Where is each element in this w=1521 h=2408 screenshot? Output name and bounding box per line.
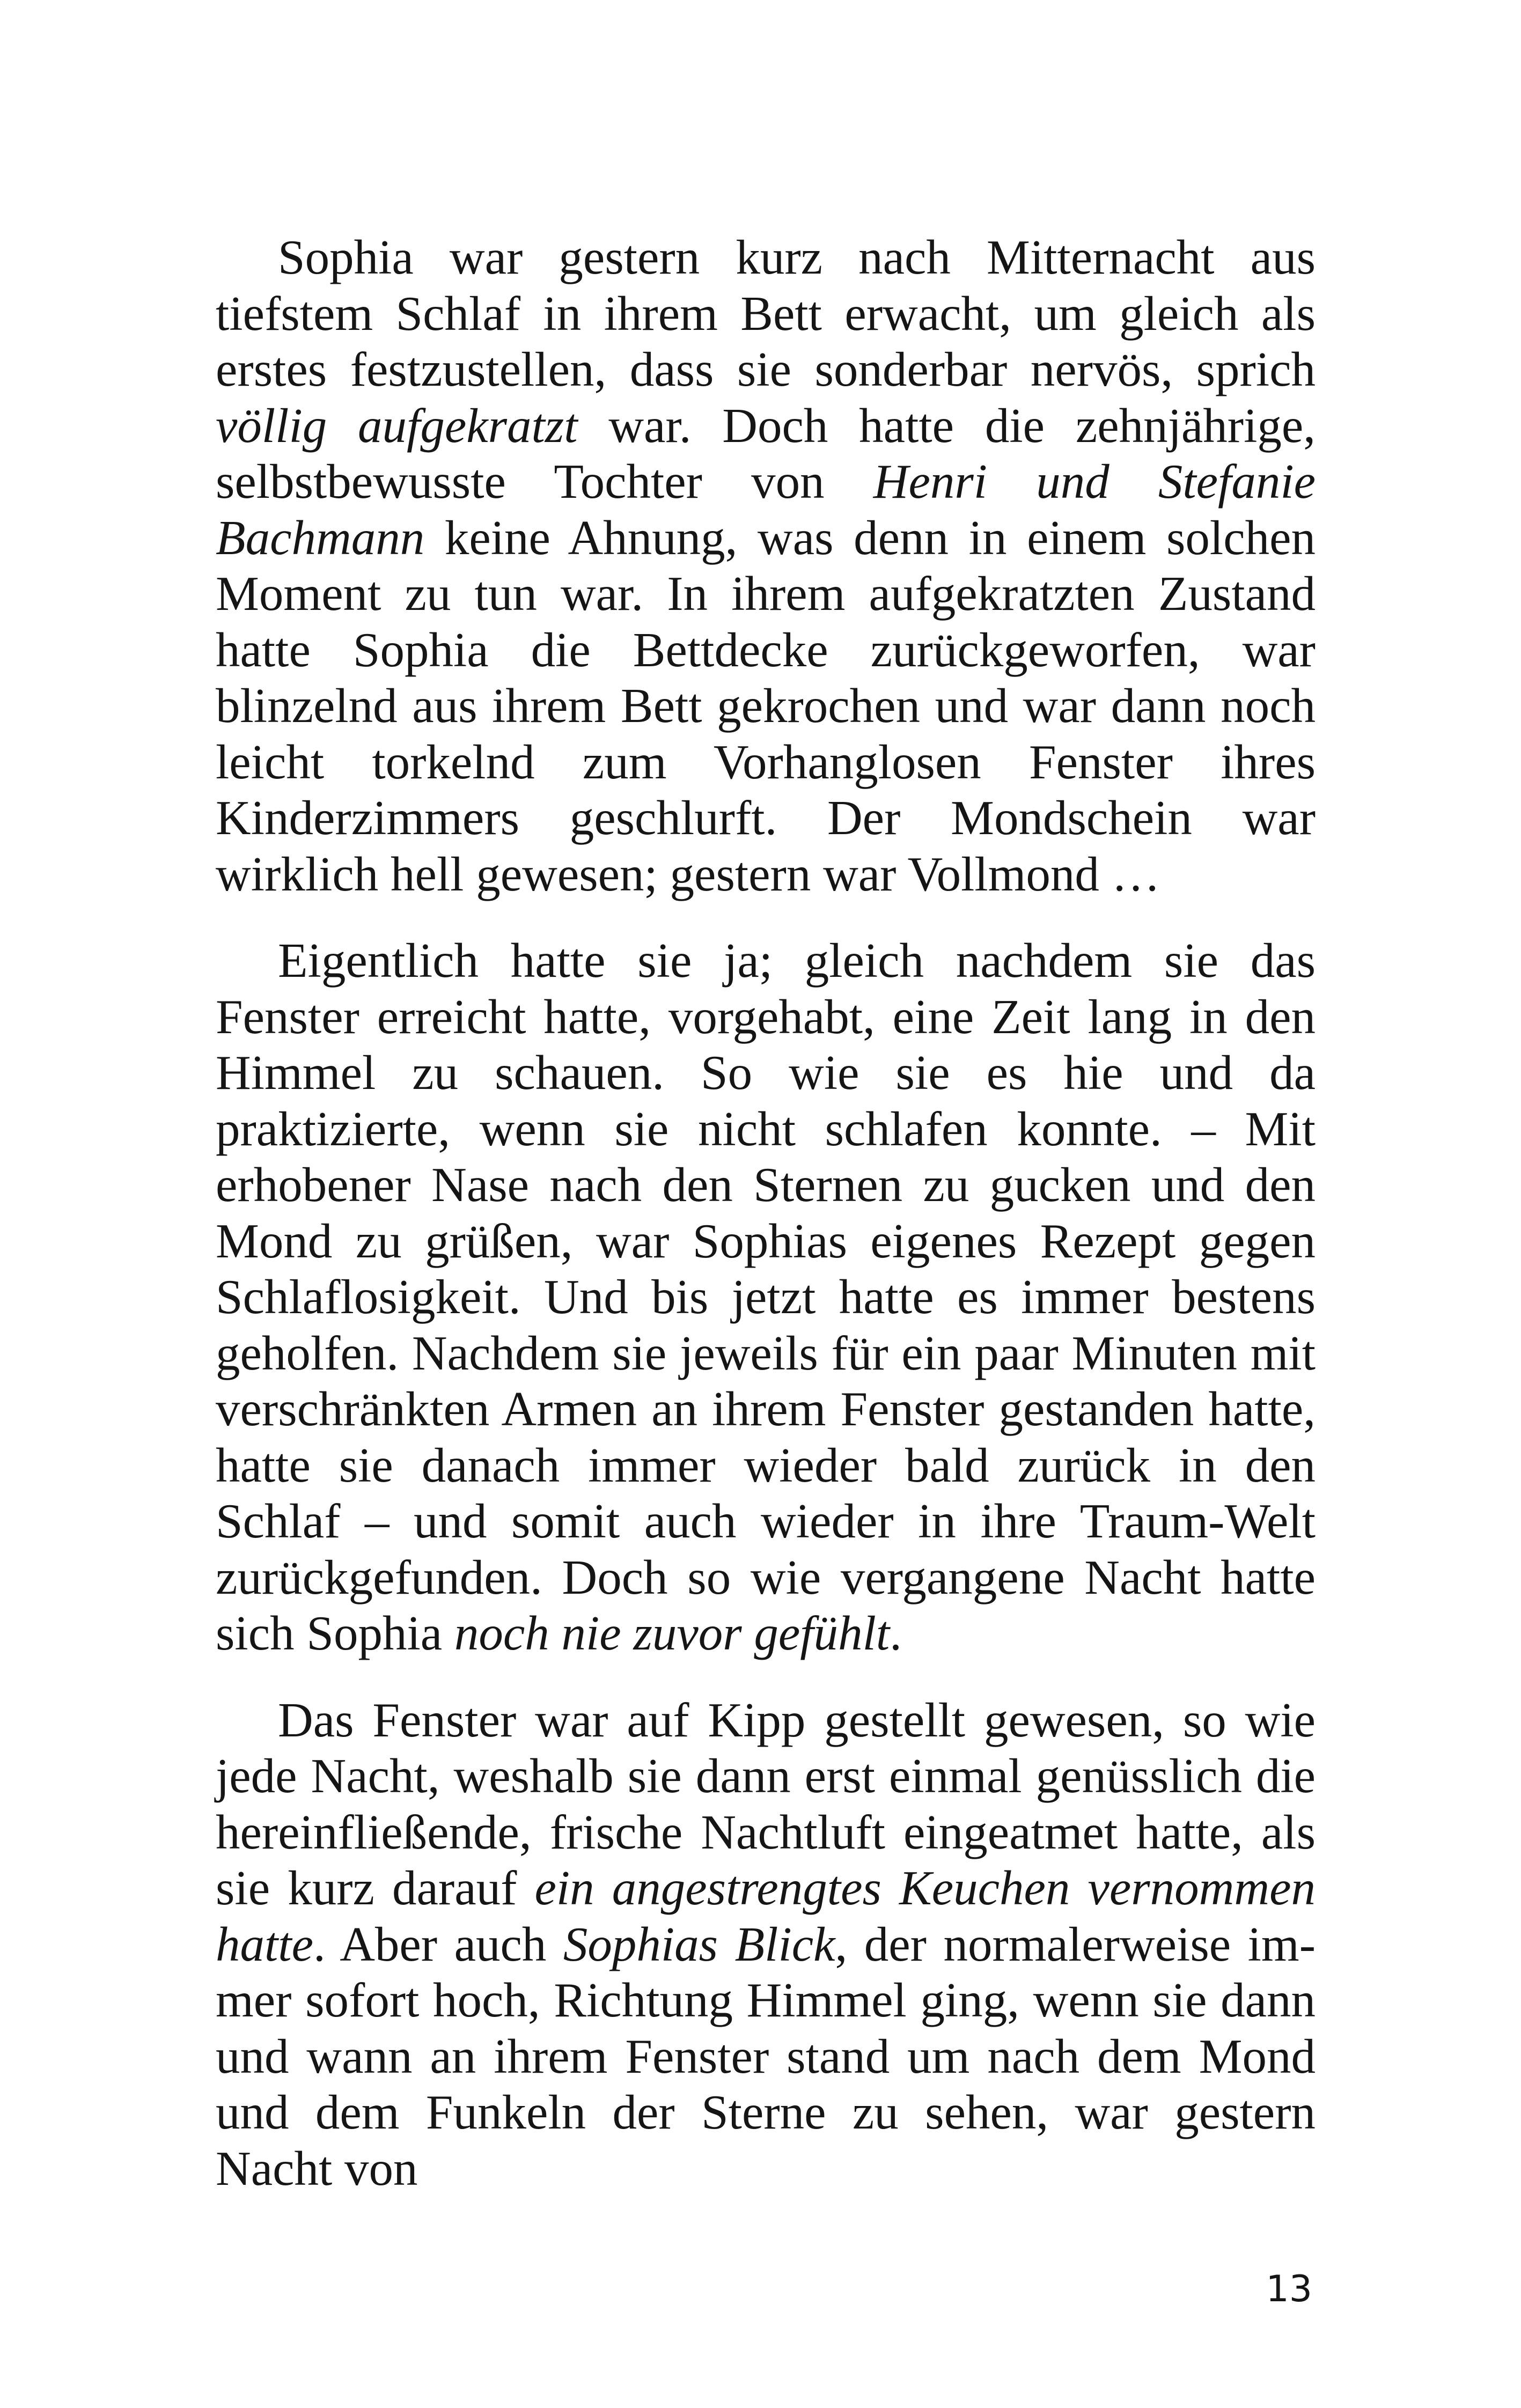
text-run: keine Ahnung, was denn in einem solchen Moment zu tun war. In ihrem aufgekratzten Zustand hatte Sophia die Bettdecke zurückgeworfen, war blinzelnd aus ihrem Bett gekrochen und war dann noch leicht torkelnd zum Vorhanglosen Fenster ihres Kinderzimmers geschlurft. Der Mondschein war wirklich hell gewesen; gestern war Vollmond … (216, 510, 1316, 901)
text-run: Das Fenster war auf Kipp gestellt gewesen, so wie jede Nacht, weshalb sie dann erst einmal genüsslich die hereinfließende, frische Nachtluft eingeatmet hatte, als sie kurz darauf (216, 1692, 1316, 1915)
italic-text: völlig aufgekratzt (216, 398, 578, 453)
paragraph (216, 1692, 1316, 2197)
paragraph (216, 230, 1316, 902)
text-run: Eigentlich hatte sie ja; gleich nachdem sie das Fenster erreicht hatte, vorgehabt, eine Zeit lang in den Himmel zu schauen. So wie sie es hie und da praktizierte, wenn sie nicht schlafen konnte. – Mit erhobener Nase nach den Sternen zu gucken und den Mond zu grüßen, war Sophias eigenes Rezept gegen Schlaflosigkeit. Und bis jetzt hatte es immer bestens geholfen. Nachdem sie jeweils für ein paar Minuten mit verschränkten Armen an ihrem Fenster gestanden hatte, hatte sie danach immer wieder bald zurück in den Schlaf – und somit auch wieder in ihre Traum-Welt zurückgefunden. Doch so wie vergangene Nacht hatte sich Sophia (216, 933, 1316, 1660)
italic-text: Sophias Blick (563, 1917, 835, 1971)
text-run: . Aber auch (313, 1917, 563, 1971)
italic-text: Henri und Stefanie Bachmann (216, 454, 1316, 565)
paragraph (216, 933, 1316, 1662)
page-number: 13 (1266, 2268, 1312, 2310)
italic-text: ein angestrengtes Keuchen vernommen hatte (216, 1861, 1316, 1971)
body-text (216, 230, 1316, 2197)
text-run: , der normalerweise immer sofort hoch, Richtung Himmel ging, wenn sie dann und wann an ihrem Fenster stand um nach dem Mond und dem Funkeln der Sterne zu sehen, war gestern Nacht von (216, 1917, 1316, 2196)
text-run: . (890, 1606, 902, 1660)
italic-text: noch nie zuvor gefühlt (454, 1606, 890, 1660)
text-run: Sophia war gestern kurz nach Mitternacht aus tiefstem Schlaf in ihrem Bett erwacht, um gleich als erstes festzustellen, dass sie sonderbar nervös, sprich (216, 230, 1316, 396)
text-run: war. Doch hatte die zehnjährige, selbstbewusste Tochter von (216, 398, 1316, 509)
